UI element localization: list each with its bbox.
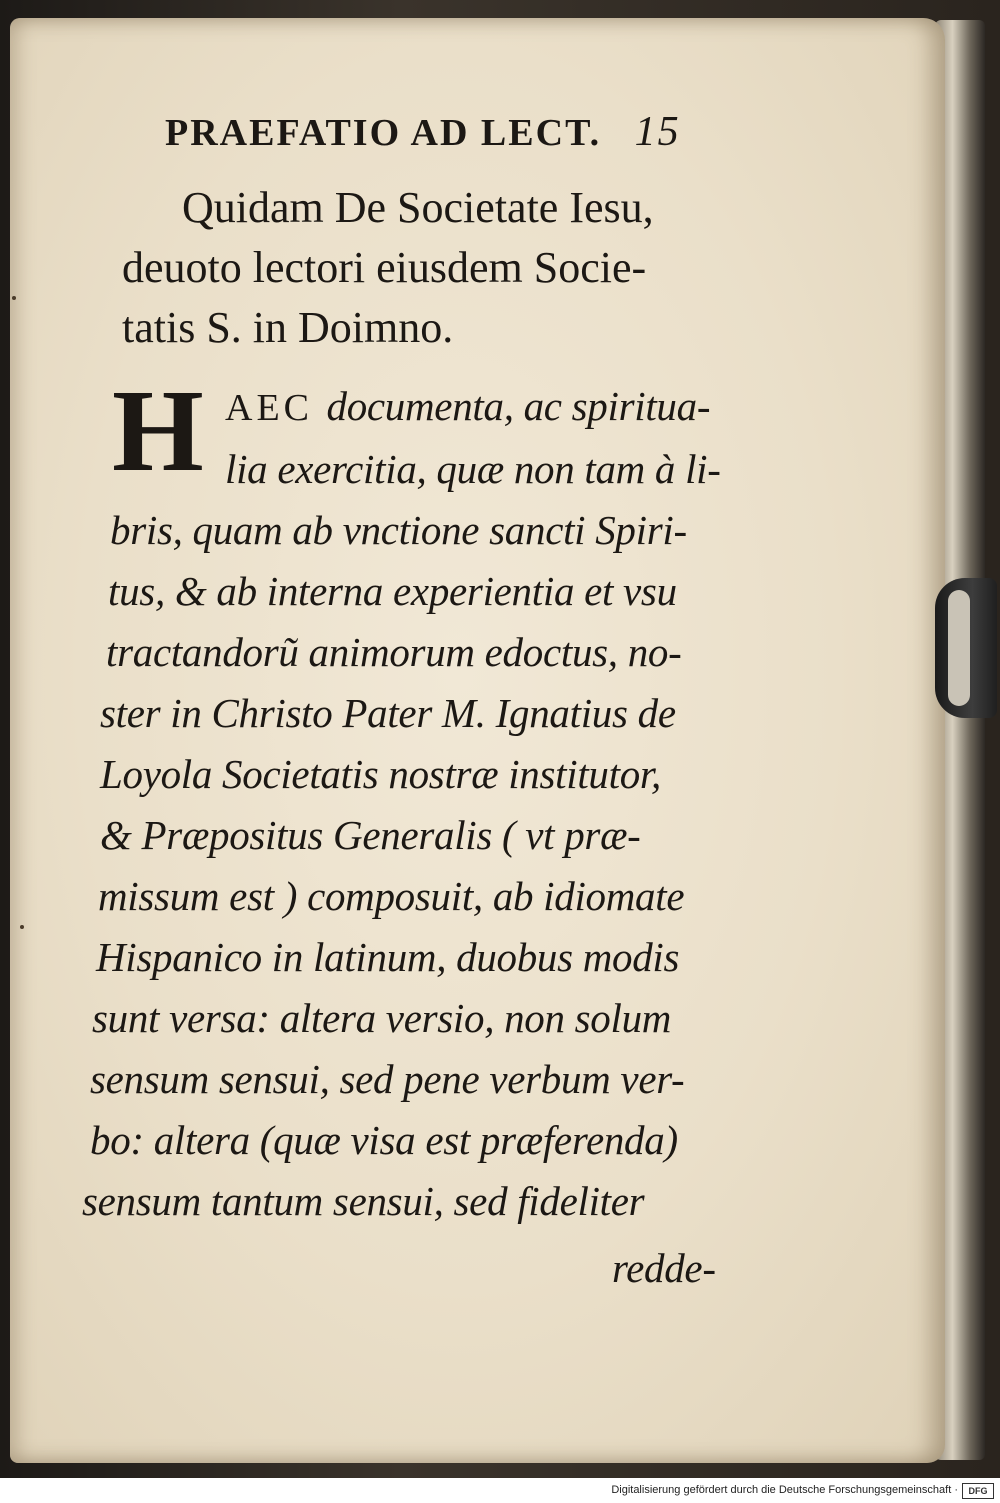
bookmark-clip — [948, 590, 970, 706]
dfg-logo: DFG — [962, 1483, 994, 1499]
body-line: Hispanico in latinum, duobus modis — [96, 934, 680, 980]
first-line-caps: AEC — [225, 387, 313, 429]
body-line: tractandorũ animorum edoctus, no- — [106, 629, 682, 675]
running-head-title: PRAEFATIO AD LECT. — [165, 112, 602, 154]
heading-line: deuoto lectori eiusdem Socie- — [122, 243, 647, 292]
body-line: tus, & ab interna experientia et vsu — [108, 568, 677, 614]
footer-credit: Digitalisierung gefördert durch die Deutsche Forschungsgemeinschaft · — [611, 1484, 958, 1496]
body-line: sensum tantum sensui, sed fideliter — [82, 1178, 645, 1224]
body-line: Loyola Societatis nostræ institutor, — [100, 751, 661, 797]
heading-line: Quidam De Societate Iesu, — [182, 183, 654, 232]
body-line: lia exercitia, quæ non tam à li- — [225, 446, 721, 492]
book-page — [10, 18, 945, 1463]
ink-speck — [20, 925, 24, 929]
body-line: documenta, ac spiritua- — [326, 383, 711, 429]
catchword: redde- — [612, 1245, 716, 1291]
body-line: bris, quam ab vnctione sancti Spiri- — [110, 507, 687, 553]
body-line: sunt versa: altera versio, non solum — [92, 995, 672, 1041]
running-head — [165, 108, 681, 156]
body-line: ster in Christo Pater M. Ignatius de — [100, 690, 676, 736]
body-line: bo: altera (quæ visa est præferenda) — [90, 1117, 678, 1163]
body-line: missum est ) composuit, ab idiomate — [98, 873, 685, 919]
body-line: sensum sensui, sed pene verbum ver- — [90, 1056, 685, 1102]
drop-cap: H — [112, 365, 204, 496]
ink-speck — [12, 296, 16, 300]
page-number: 15 — [634, 109, 681, 155]
body-line: & Præpositus Generalis ( vt præ- — [100, 812, 641, 858]
heading-line: tatis S. in Doimno. — [122, 303, 454, 352]
first-line — [225, 382, 710, 430]
